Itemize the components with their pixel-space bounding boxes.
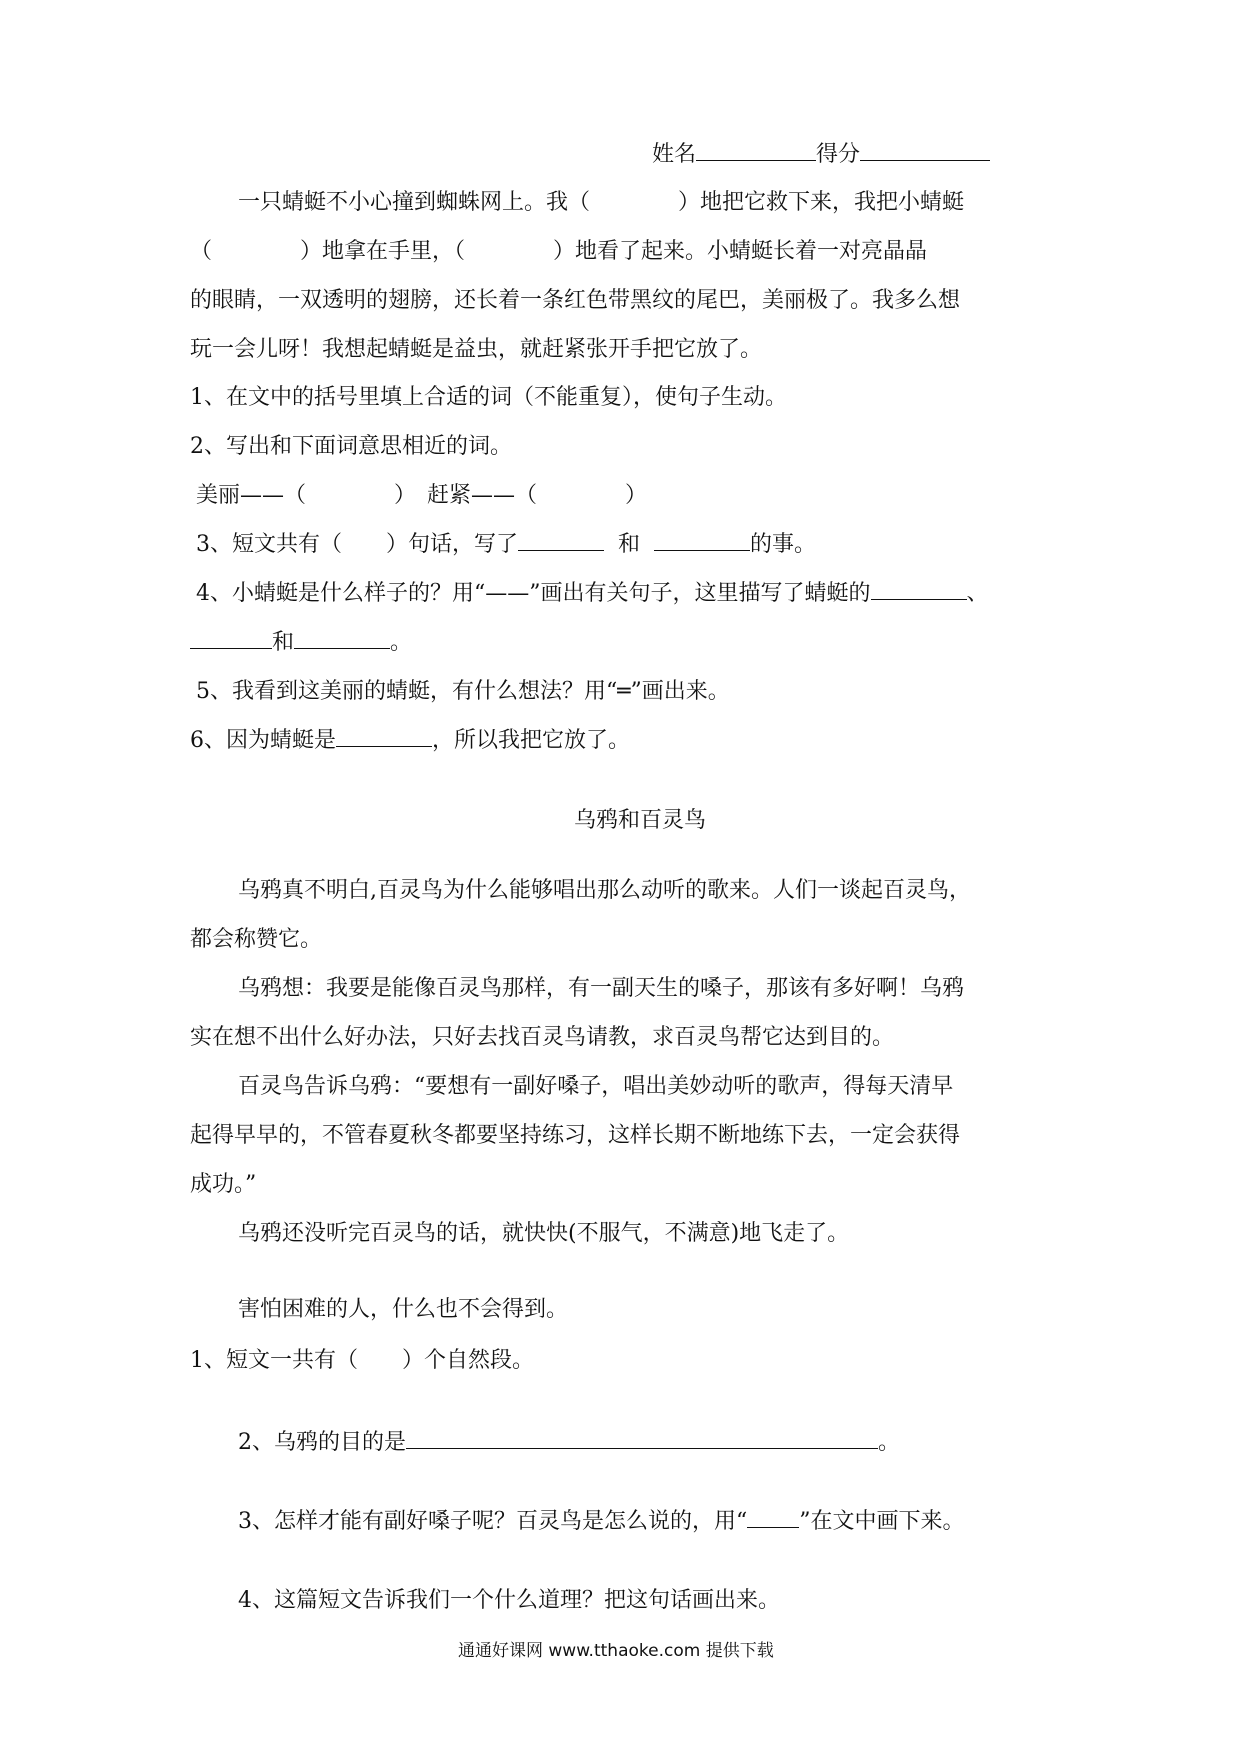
passage2-title: 乌鸦和百灵鸟 <box>574 808 707 833</box>
question-4-blank-2 <box>190 648 272 649</box>
passage2-line: 百灵鸟告诉乌鸦：“要想有一副好嗓子，唱出美妙动听的歌声，得每天清早 <box>238 1074 954 1099</box>
question2-3-blank <box>747 1527 799 1528</box>
question2-3 <box>238 1507 965 1537</box>
question-6-text-b: ，所以我把它放了。 <box>432 728 631 753</box>
passage2-line: 起得早早的，不管春夏秋冬都要坚持练习，这样长期不断地练下去，一定会获得 <box>190 1123 961 1148</box>
passage2-line: 乌鸦还没听完百灵鸟的话，就快快(不服气，不满意)地飞走了。 <box>238 1221 850 1246</box>
passage2-line: 成功。” <box>190 1172 257 1197</box>
question-4-text-b: 、 <box>966 581 989 606</box>
question-6-blank <box>336 746 432 747</box>
passage2-line: 实在想不出什么好办法，只好去找百灵鸟请教，求百灵鸟帮它达到目的。 <box>190 1025 895 1050</box>
question-3-text-a: 3、短文共有（ ）句话，写了 <box>196 532 518 557</box>
passage1-line: 一只蜻蜓不小心撞到蜘蛛网上。我（ ）地把它救下来，我把小蜻蜓 <box>238 190 965 215</box>
question-3-text-c: 的事。 <box>750 532 817 557</box>
passage1-line: （ ）地拿在手里，（ ）地看了起来。小蜻蜓长着一对亮晶晶 <box>190 239 928 264</box>
question-4-blank-1 <box>871 599 967 600</box>
question-4-text-c: 和 <box>272 630 295 655</box>
question2-2-text-a: 2、乌鸦的目的是 <box>238 1430 406 1455</box>
question-2-words: 美丽——（ ） 赶紧——（ ） <box>196 483 648 508</box>
question2-1: 1、短文一共有（ ）个自然段。 <box>190 1348 534 1373</box>
question-1: 1、在文中的括号里填上合适的词（不能重复），使句子生动。 <box>190 385 787 410</box>
footer-credit: 通通好课网 www.tthaoke.com 提供下载 <box>458 1641 774 1661</box>
passage1-line: 的眼睛，一双透明的翅膀，还长着一条红色带黑纹的尾巴，美丽极了。我多么想 <box>190 288 961 313</box>
question-4-cont <box>190 628 412 658</box>
name-blank <box>696 160 816 161</box>
question-4-text-a: 4、小蜻蜓是什么样子的？用“——”画出有关句子，这里描写了蜻蜓的 <box>196 581 871 606</box>
question2-3-text-b: ”在文中画下来。 <box>799 1509 965 1534</box>
name-label: 姓名 <box>652 142 697 167</box>
question-3-blank-1 <box>518 550 604 551</box>
question-2: 2、写出和下面词意思相近的词。 <box>190 434 512 459</box>
passage2-line: 都会称赞它。 <box>190 927 323 952</box>
passage1-line: 玩一会儿呀！我想起蜻蜓是益虫，就赶紧张开手把它放了。 <box>190 337 763 362</box>
question-6-text-a: 6、因为蜻蜓是 <box>190 728 336 753</box>
question-6 <box>190 726 630 756</box>
question-5: 5、我看到这美丽的蜻蜓，有什么想法？用“═”画出来。 <box>196 679 730 704</box>
question-4 <box>196 579 989 609</box>
question2-3-text-a: 3、怎样才能有副好嗓子呢？百灵鸟是怎么说的，用“ <box>238 1509 748 1534</box>
question2-2-text-b: 。 <box>878 1430 901 1455</box>
header-fields <box>652 140 990 170</box>
passage2-line: 乌鸦真不明白,百灵鸟为什么能够唱出那么动听的歌来。人们一谈起百灵鸟， <box>238 878 971 903</box>
question-4-blank-3 <box>294 648 390 649</box>
passage2-line: 乌鸦想：我要是能像百灵鸟那样，有一副天生的嗓子，那该有多好啊！乌鸦 <box>238 976 965 1001</box>
question2-2 <box>238 1428 900 1458</box>
passage2-line: 害怕困难的人，什么也不会得到。 <box>238 1297 569 1322</box>
score-label: 得分 <box>816 142 861 167</box>
score-blank <box>860 160 990 161</box>
question-3-blank-2 <box>654 550 750 551</box>
question-3 <box>196 530 816 560</box>
question-4-text-d: 。 <box>390 630 413 655</box>
question-3-text-b: 和 <box>618 532 641 557</box>
question2-2-blank <box>406 1448 878 1449</box>
question2-4: 4、这篇短文告诉我们一个什么道理？把这句话画出来。 <box>238 1588 780 1613</box>
